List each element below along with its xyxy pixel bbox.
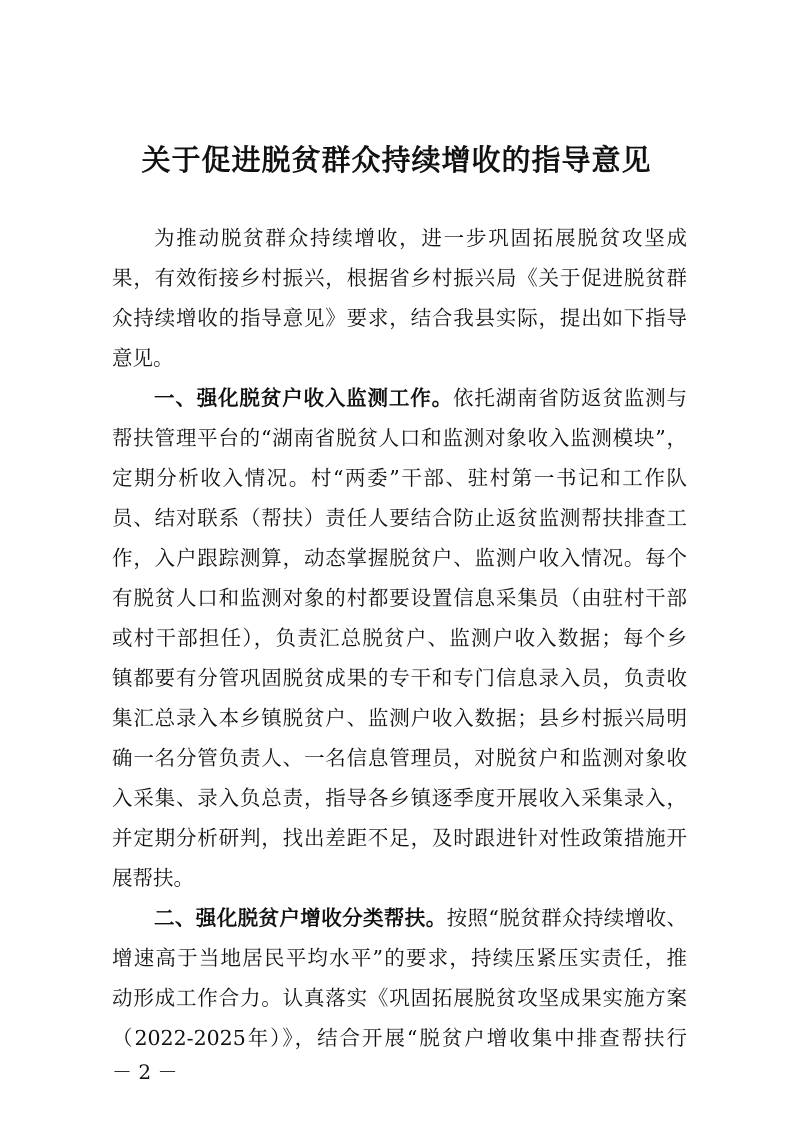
section1-line: 镇都要有分管巩固脱贫成果的专干和专门信息录入员，负责收 xyxy=(112,666,687,690)
section2-line: 增速高于当地居民平均水平”的要求，持续压紧压实责任，推 xyxy=(112,946,687,970)
section1-heading: 一、强化脱贫户收入监测工作。 xyxy=(154,386,453,410)
section1-line: 确一名分管负责人、一名信息管理员，对脱贫户和监测对象收 xyxy=(112,746,687,770)
section1-line: 展帮扶。 xyxy=(112,866,194,890)
section2-heading: 二、强化脱贫户增收分类帮扶。 xyxy=(154,906,447,930)
intro-line-3: 众持续增收的指导意见》要求，结合我县实际，提出如下指导 xyxy=(112,306,687,330)
section2-line: 动形成工作合力。认真落实《巩固拓展脱贫攻坚成果实施方案 xyxy=(112,986,687,1010)
section1-first-line-text: 依托湖南省防返贫监测与 xyxy=(452,386,687,410)
section1-line: 并定期分析研判，找出差距不足，及时跟进针对性政策措施开 xyxy=(112,826,687,850)
intro-line-1: 为推动脱贫群众持续增收，进一步巩固拓展脱贫攻坚成 xyxy=(154,226,687,250)
section2-first-line-text: 按照“脱贫群众持续增收、 xyxy=(446,906,687,930)
section1-line: 集汇总录入本乡镇脱贫户、监测户收入数据；县乡村振兴局明 xyxy=(112,706,687,730)
intro-line-2: 果，有效衔接乡村振兴，根据省乡村振兴局《关于促进脱贫群 xyxy=(112,266,687,290)
section2-line: （2022-2025年）》，结合开展“脱贫户增收集中排查帮扶行 xyxy=(112,1026,687,1050)
intro-line-4: 意见。 xyxy=(112,346,174,370)
section1-line: 帮扶管理平台的“湖南省脱贫人口和监测对象收入监测模块”， xyxy=(112,426,687,450)
section1-line: 入采集、录入负总责，指导各乡镇逐季度开展收入采集录入， xyxy=(112,786,687,810)
section2-first-line xyxy=(154,898,687,938)
page-number: － 2 － xyxy=(112,1060,178,1084)
section1-line: 或村干部担任），负责汇总脱贫户、监测户收入数据；每个乡 xyxy=(112,626,687,650)
section1-line: 作，入户跟踪测算，动态掌握脱贫户、监测户收入情况。每个 xyxy=(112,546,687,570)
section1-line: 有脱贫人口和监测对象的村都要设置信息采集员（由驻村干部 xyxy=(112,586,687,610)
section1-line: 定期分析收入情况。村“两委”干部、驻村第一书记和工作队 xyxy=(112,466,687,490)
document-title: 关于促进脱贫群众持续增收的指导意见 xyxy=(141,143,652,177)
section1-first-line xyxy=(154,378,687,418)
section1-line: 员、结对联系（帮扶）责任人要结合防止返贫监测帮扶排查工 xyxy=(112,506,687,530)
